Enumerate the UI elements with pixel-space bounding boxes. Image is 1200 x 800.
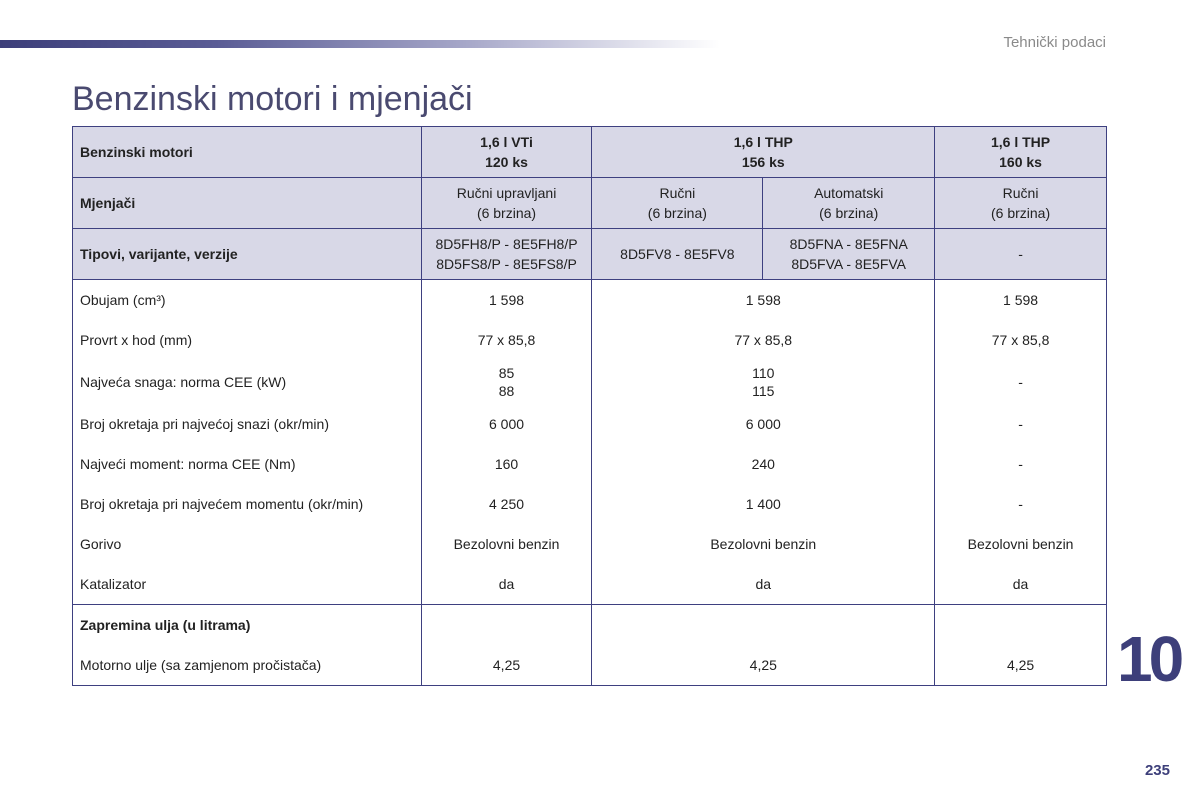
types-header-row: [73, 229, 1107, 280]
engines-header-row: [73, 127, 1107, 178]
row-value: da: [592, 564, 935, 605]
empty-cell: [592, 605, 935, 646]
table-row: [73, 280, 1107, 321]
gearbox-cell: [592, 178, 763, 229]
row-value: 1 598: [592, 280, 935, 321]
type-cell: [592, 229, 763, 280]
row-label: Obujam (cm³): [73, 280, 422, 321]
oil-section-label: Zapremina ulja (u litrama): [73, 605, 422, 646]
gearbox-speeds: (6 brzina): [476, 205, 537, 221]
row-value: 4,25: [935, 645, 1107, 686]
row-label: Najveći moment: norma CEE (Nm): [73, 444, 422, 484]
row-value: Bezolovni benzin: [592, 524, 935, 564]
row-value: -: [935, 360, 1107, 404]
type-cell: [935, 229, 1107, 280]
row-label: Katalizator: [73, 564, 422, 605]
engine-name: 1,6 l THP: [733, 134, 793, 150]
row-value: 4,25: [592, 645, 935, 686]
specs-table: [72, 126, 1107, 686]
table-row: [73, 524, 1107, 564]
value-line: 88: [498, 383, 515, 399]
gearbox-type: Ručni upravljani: [456, 185, 557, 201]
row-value: 240: [592, 444, 935, 484]
row-label: Motorno ulje (sa zamjenom pročistača): [73, 645, 422, 686]
type-code: -: [1018, 246, 1023, 262]
header-gradient-bar: [0, 40, 720, 48]
table-row: [73, 320, 1107, 360]
row-value: -: [935, 404, 1107, 444]
gearbox-type: Automatski: [814, 185, 884, 201]
value-line: 110: [752, 365, 775, 381]
row-value: 6 000: [592, 404, 935, 444]
gearbox-speeds: (6 brzina): [990, 205, 1051, 221]
engine-name: 1,6 l VTi: [480, 134, 533, 150]
engine-power: 156 ks: [741, 154, 785, 170]
engine-power: 120 ks: [485, 154, 528, 170]
row-value: 4 250: [421, 484, 592, 524]
row-label: Provrt x hod (mm): [73, 320, 422, 360]
value-line: 115: [752, 383, 775, 399]
gearbox-cell: [421, 178, 592, 229]
row-label: Broj okretaja pri najvećoj snazi (okr/min): [73, 404, 422, 444]
row-value: [421, 360, 592, 404]
table-row: [73, 404, 1107, 444]
row-value: Bezolovni benzin: [935, 524, 1107, 564]
empty-cell: [421, 605, 592, 646]
type-code: 8D5FH8/P - 8E5FH8/P: [435, 236, 578, 252]
row-value: 77 x 85,8: [935, 320, 1107, 360]
gearbox-header-row: [73, 178, 1107, 229]
row-value: da: [935, 564, 1107, 605]
value-line: 85: [498, 365, 515, 381]
table-row: [73, 444, 1107, 484]
gearbox-type: Ručni: [1002, 185, 1039, 201]
engine-col-3: [935, 127, 1107, 178]
engine-col-2: [592, 127, 935, 178]
gearbox-type: Ručni: [659, 185, 696, 201]
row-value: 1 400: [592, 484, 935, 524]
types-label: Tipovi, varijante, verzije: [73, 229, 422, 280]
row-label: Gorivo: [73, 524, 422, 564]
row-value: -: [935, 484, 1107, 524]
gearbox-speeds: (6 brzina): [647, 205, 707, 221]
gearbox-cell: [935, 178, 1107, 229]
row-value: -: [935, 444, 1107, 484]
page-title: Benzinski motori i mjenjači: [72, 80, 473, 118]
row-value: 1 598: [421, 280, 592, 321]
page-number: 235: [1144, 762, 1170, 779]
gearbox-speeds: (6 brzina): [819, 205, 879, 221]
row-value: 4,25: [421, 645, 592, 686]
row-value: Bezolovni benzin: [421, 524, 592, 564]
engine-col-1: [421, 127, 592, 178]
type-cell: [421, 229, 592, 280]
section-title: Tehnički podaci: [1003, 34, 1106, 51]
empty-cell: [935, 605, 1107, 646]
type-code: 8D5FV8 - 8E5FV8: [620, 246, 735, 262]
table-row: [73, 484, 1107, 524]
type-code: 8D5FVA - 8E5FVA: [791, 256, 907, 272]
engine-power: 160 ks: [999, 154, 1042, 170]
row-value: 6 000: [421, 404, 592, 444]
row-value: [592, 360, 935, 404]
row-label: Najveća snaga: norma CEE (kW): [73, 360, 422, 404]
oil-header-row: [73, 605, 1107, 646]
type-cell: [763, 229, 935, 280]
engine-name: 1,6 l THP: [990, 134, 1051, 150]
row-value: 77 x 85,8: [421, 320, 592, 360]
row-value: 1 598: [935, 280, 1107, 321]
gearbox-label: Mjenjači: [73, 178, 422, 229]
type-code: 8D5FNA - 8E5FNA: [789, 236, 908, 252]
table-row: [73, 645, 1107, 686]
type-code: 8D5FS8/P - 8E5FS8/P: [436, 256, 577, 272]
gearbox-cell: [763, 178, 935, 229]
chapter-number: 10: [1117, 623, 1181, 695]
row-value: da: [421, 564, 592, 605]
row-value: 77 x 85,8: [592, 320, 935, 360]
engines-label: Benzinski motori: [73, 127, 422, 178]
row-value: 160: [421, 444, 592, 484]
row-label: Broj okretaja pri najvećem momentu (okr/min): [73, 484, 422, 524]
table-row: [73, 360, 1107, 404]
table-row: [73, 564, 1107, 605]
